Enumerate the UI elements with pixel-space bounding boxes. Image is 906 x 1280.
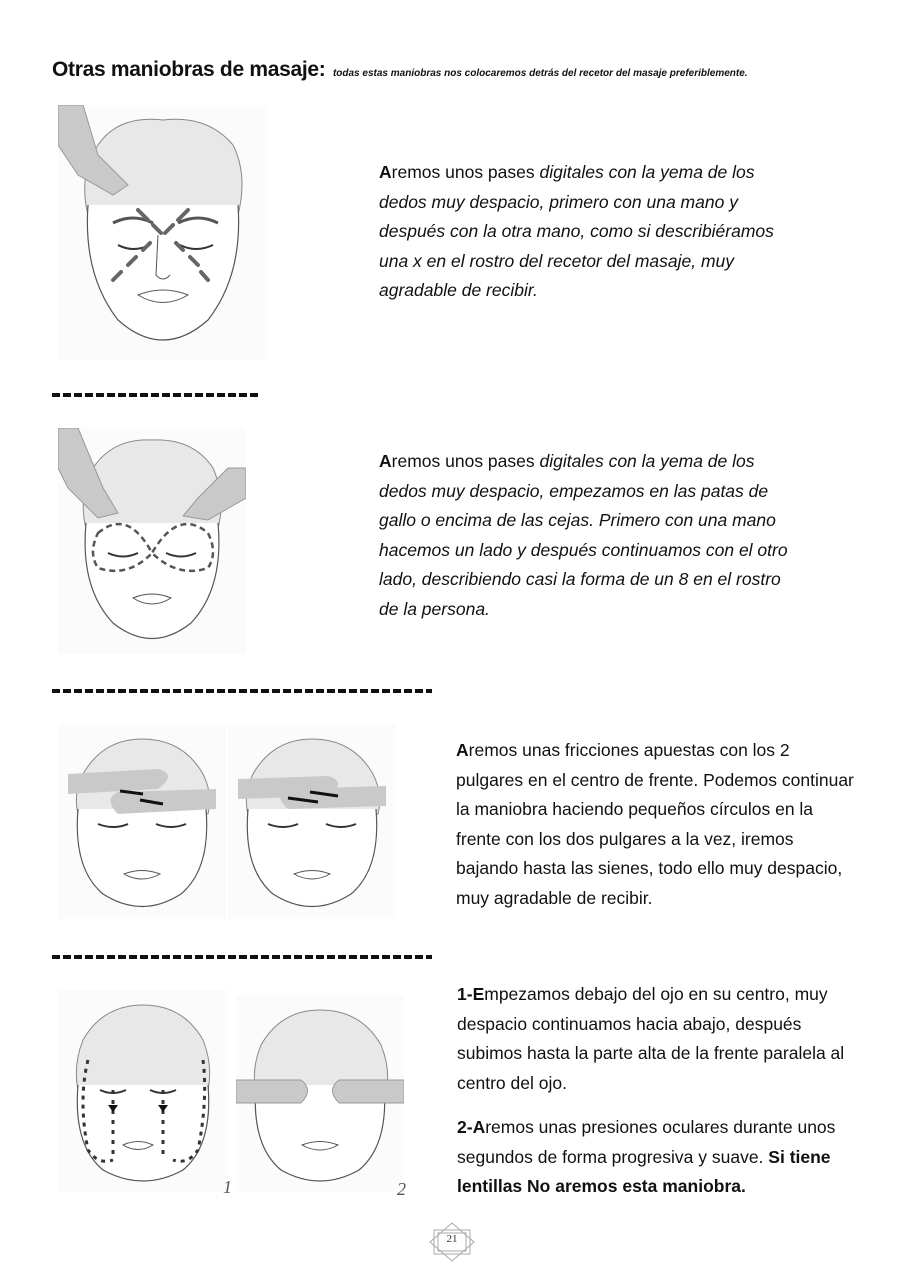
face-arrow-path-illustration [58, 990, 232, 1197]
text-normal: remos unas fricciones apuestas con los 2 pulgares en el centro de frente. Podemos continuar la maniobra haciendo pequeños círculos en la frente con los dos pulgares a la vez, iremos bajando hasta las sienes, todo ello muy despacio, muy agradable de recibir. [456, 740, 854, 908]
step-2 [457, 1113, 857, 1202]
forehead-friction-step-2 [228, 724, 396, 919]
step-text: remos unas presiones oculares durante unos segundos de forma progresiva y suave. [457, 1117, 836, 1167]
lead-letter: A [379, 162, 392, 182]
lead-letter: A [456, 740, 469, 760]
title-subtitle: todas estas maniobras nos colocaremos detrás del recetor del masaje preferiblemente. [332, 68, 748, 79]
section-2-text [379, 447, 799, 624]
step-number: 2- [457, 1117, 473, 1137]
warning-text: Si tiene lentillas No aremos esta maniobra. [457, 1146, 831, 1196]
lead-letter: A [472, 1117, 486, 1137]
text-normal: remos unos pases [391, 451, 540, 471]
forehead-friction-step-1 [58, 724, 226, 919]
step-text: mpezamos debajo del ojo en su centro, muy despacio continuamos hacia abajo, después subimos hasta la parte alta de la frente paralela al centro del ojo. [457, 984, 845, 1093]
text-normal: remos unos pases [391, 162, 540, 182]
text-italic: digitales con la yema de los dedos muy despacio, empezamos en las patas de gallo o encima de las cejas. Primero con una mano hacemos un lado y después continuamos con el otro lado, describiendo casi la forma de un 8 en el rostro de la persona. [379, 451, 788, 619]
eye-pressure-illustration [236, 995, 406, 1199]
step-1 [457, 980, 857, 1098]
page-title [52, 58, 748, 82]
separator-2 [52, 689, 432, 693]
section-4-text [457, 980, 857, 1202]
separator-1 [52, 393, 260, 397]
section-1-text [379, 158, 799, 306]
separator-3 [52, 955, 432, 959]
title-main: Otras maniobras de masaje: [52, 58, 326, 81]
lead-letter: E [472, 984, 485, 1004]
figure-label-1: 1 [223, 1177, 232, 1197]
text-italic: digitales con la yema de los dedos muy despacio, primero con una mano y después con la otra mano, como si describiéramos una x en el rostro del recetor del masaje, muy agradable de recibir. [379, 162, 774, 300]
figure-label-2: 2 [397, 1179, 406, 1199]
face-x-pattern-illustration [58, 105, 268, 360]
step-number: 1- [457, 984, 473, 1004]
lead-letter: A [379, 451, 392, 471]
face-figure-eight-illustration [58, 428, 246, 654]
page-number-badge [428, 1222, 476, 1262]
section-3-text [456, 736, 856, 913]
page-number: 21 [446, 1233, 458, 1245]
